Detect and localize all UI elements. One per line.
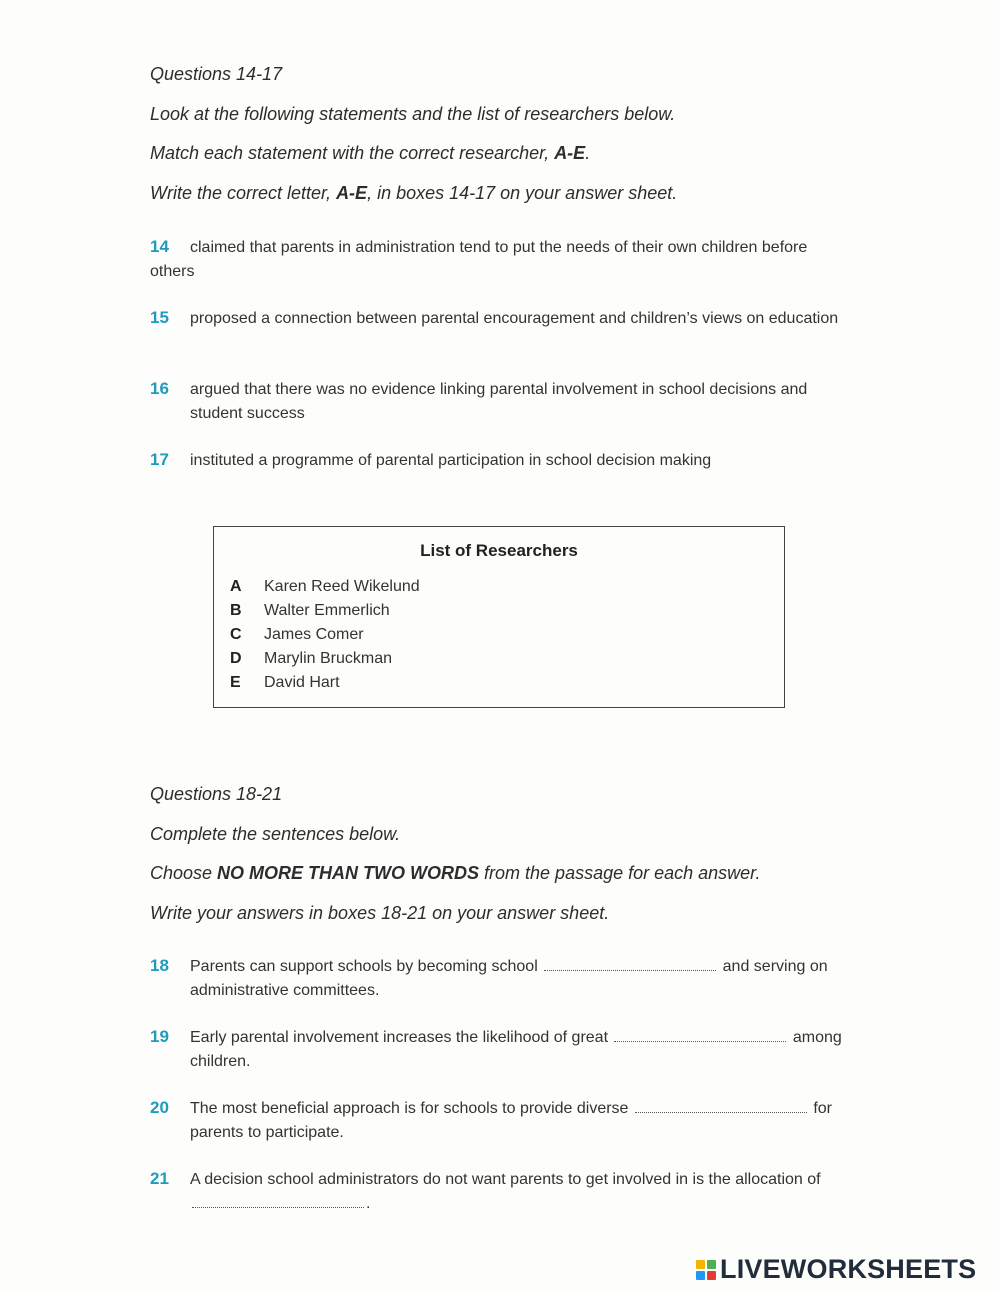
researcher-letter: B (230, 602, 242, 619)
section1-instruction-3: Write the correct letter, A-E, in boxes 14-17 on your answer sheet. (150, 183, 678, 203)
researcher-item (230, 650, 392, 674)
answer-18-blank[interactable] (544, 956, 716, 971)
question-19-number: 19 (150, 1027, 169, 1046)
researcher-letter: D (230, 650, 242, 667)
researchers-list-box (213, 526, 785, 708)
researcher-name: Walter Emmerlich (264, 602, 390, 619)
question-21-text: A decision school administrators do not want parents to get involved in is the allocation of . (190, 1171, 821, 1212)
question-21-number: 21 (150, 1169, 169, 1188)
section1-heading: Questions 14-17 (150, 64, 283, 84)
logo-blocks-icon (696, 1260, 716, 1280)
question-14-text: claimed that parents in administration tend to put the needs of their own children before others (150, 239, 808, 280)
question-15-number: 15 (150, 308, 169, 327)
section2-instruction-2: Choose NO MORE THAN TWO WORDS from the passage for each answer. (150, 863, 761, 883)
researcher-item (230, 602, 390, 626)
question-19-text: Early parental involvement increases the likelihood of great among children. (190, 1029, 842, 1070)
answer-21-blank[interactable] (192, 1193, 364, 1208)
question-16-text: argued that there was no evidence linking parental involvement in school decisions and student success (190, 381, 808, 422)
liveworksheets-logo (696, 1254, 976, 1285)
researcher-letter: A (230, 578, 242, 595)
section1-instruction-1: Look at the following statements and the list of researchers below. (150, 104, 676, 124)
section1-instruction-2: Match each statement with the correct researcher, A-E. (150, 143, 591, 163)
question-20-number: 20 (150, 1098, 169, 1117)
section2-instruction-1: Complete the sentences below. (150, 824, 401, 844)
answer-20-blank[interactable] (635, 1098, 807, 1113)
section2-heading: Questions 18-21 (150, 784, 283, 804)
researcher-item (230, 674, 340, 698)
researcher-item (230, 626, 364, 650)
question-16-number: 16 (150, 379, 169, 398)
question-18-text: Parents can support schools by becoming school and serving on administrative committees. (190, 958, 828, 999)
question-14-number: 14 (150, 237, 169, 256)
answer-19-blank[interactable] (614, 1027, 786, 1042)
researcher-letter: E (230, 674, 241, 691)
question-18-number: 18 (150, 956, 169, 975)
question-15-text: proposed a connection between parental encouragement and children’s views on education (190, 310, 839, 327)
question-17-number: 17 (150, 450, 169, 469)
section2-instruction-3: Write your answers in boxes 18-21 on your answer sheet. (150, 903, 610, 923)
researcher-name: Marylin Bruckman (264, 650, 393, 667)
researchers-list-title: List of Researchers (420, 541, 578, 560)
researcher-letter: C (230, 626, 242, 643)
question-20-text: The most beneficial approach is for schools to provide diverse for parents to participate. (190, 1100, 833, 1141)
logo-text: LIVEWORKSHEETS (720, 1254, 977, 1284)
researcher-name: David Hart (264, 674, 340, 691)
researcher-item (230, 578, 420, 602)
researcher-name: Karen Reed Wikelund (264, 578, 420, 595)
question-17-text: instituted a programme of parental participation in school decision making (190, 452, 712, 469)
researcher-name: James Comer (264, 626, 364, 643)
